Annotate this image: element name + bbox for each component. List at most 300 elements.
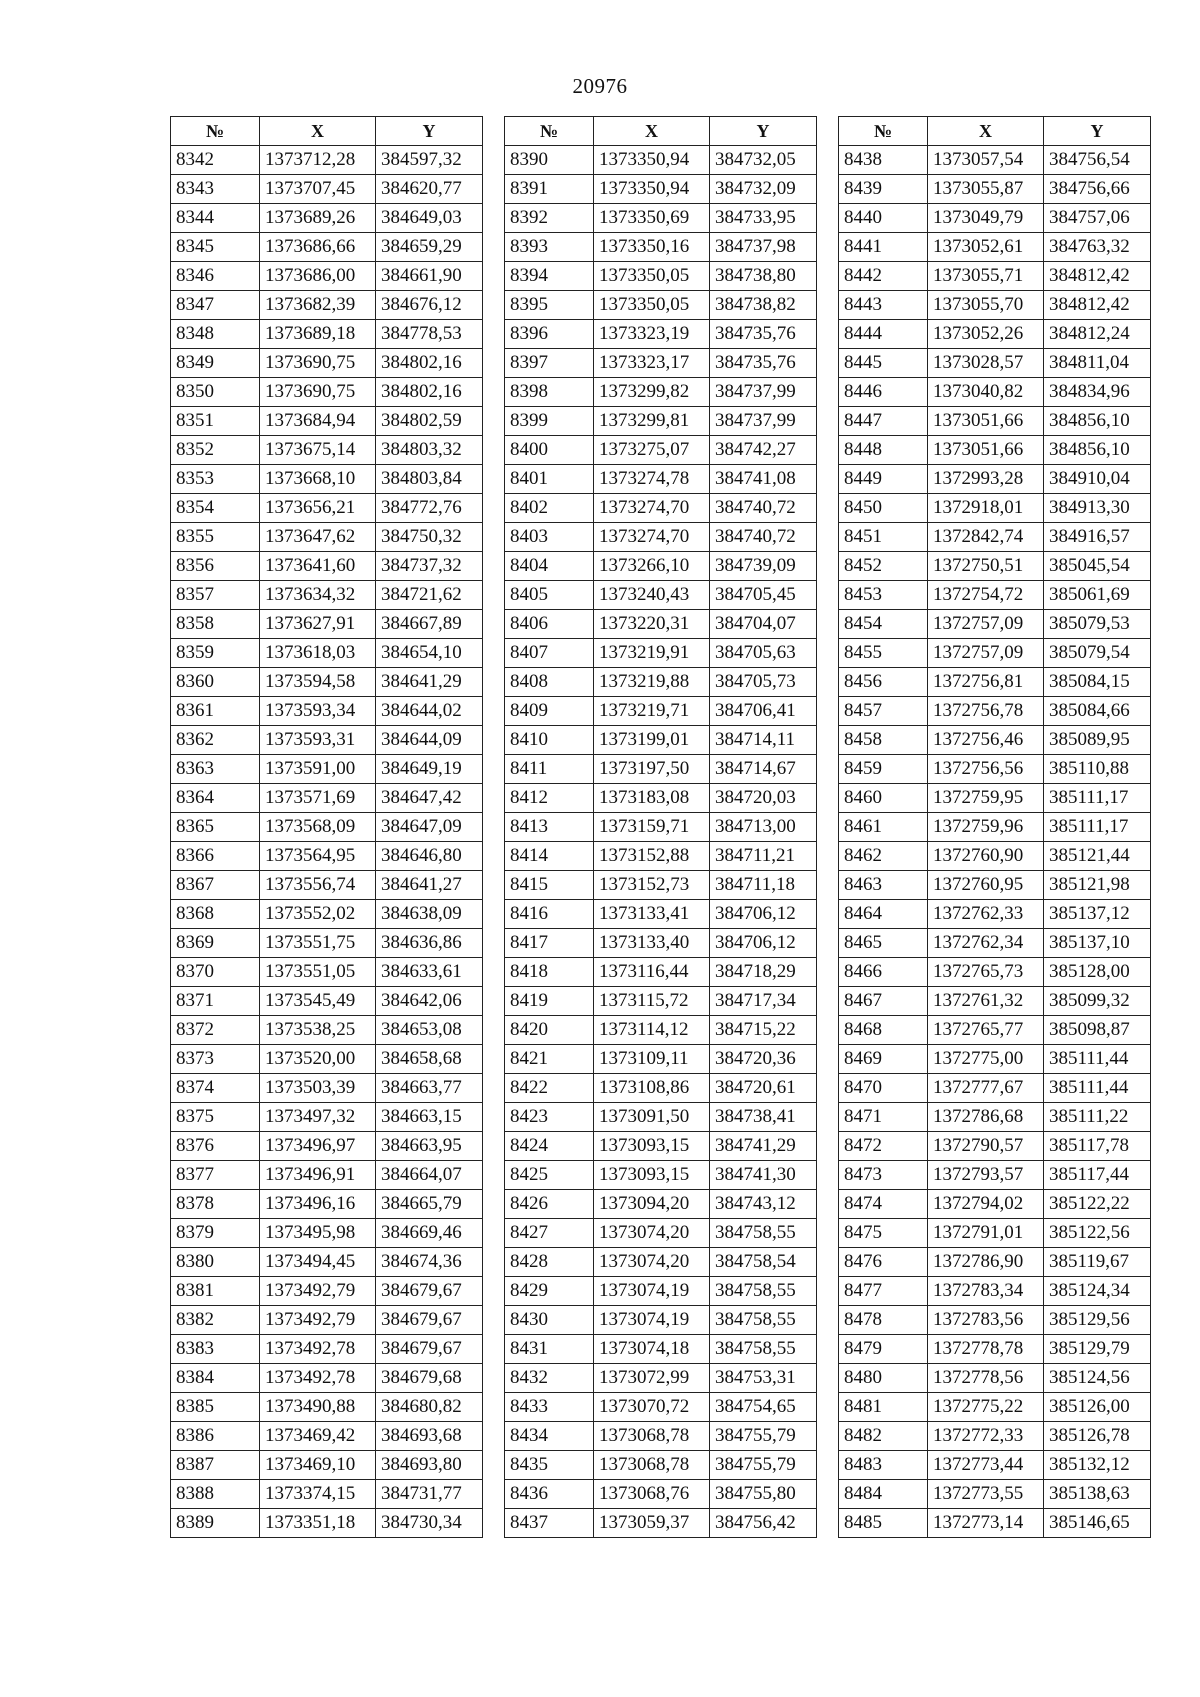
y-coordinate-cell: 384693,80: [376, 1451, 483, 1480]
y-coordinate-cell: 384737,99: [710, 378, 817, 407]
x-coordinate-cell: 1373689,18: [260, 320, 376, 349]
point-number-cell: 8476: [839, 1248, 928, 1277]
x-coordinate-cell: 1372762,33: [928, 900, 1044, 929]
x-coordinate-cell: 1372754,72: [928, 581, 1044, 610]
table-row: [505, 378, 817, 407]
header-y: Y: [1044, 117, 1151, 146]
y-coordinate-cell: 384706,12: [710, 929, 817, 958]
table-row: [171, 581, 483, 610]
table-row: [839, 552, 1151, 581]
point-number-cell: 8394: [505, 262, 594, 291]
table-row: [505, 1074, 817, 1103]
y-coordinate-cell: 384732,05: [710, 146, 817, 175]
header-x: X: [928, 117, 1044, 146]
x-coordinate-cell: 1373374,15: [260, 1480, 376, 1509]
y-coordinate-cell: 384597,32: [376, 146, 483, 175]
table-row: [505, 1335, 817, 1364]
point-number-cell: 8355: [171, 523, 260, 552]
point-number-cell: 8416: [505, 900, 594, 929]
table-header-row: [171, 117, 483, 146]
table-row: [839, 1364, 1151, 1393]
point-number-cell: 8381: [171, 1277, 260, 1306]
x-coordinate-cell: 1373497,32: [260, 1103, 376, 1132]
y-coordinate-cell: 385128,00: [1044, 958, 1151, 987]
y-coordinate-cell: 385084,66: [1044, 697, 1151, 726]
x-coordinate-cell: 1373074,19: [594, 1306, 710, 1335]
table-row: [505, 320, 817, 349]
x-coordinate-cell: 1372777,67: [928, 1074, 1044, 1103]
point-number-cell: 8463: [839, 871, 928, 900]
point-number-cell: 8432: [505, 1364, 594, 1393]
x-coordinate-cell: 1372778,78: [928, 1335, 1044, 1364]
y-coordinate-cell: 384738,82: [710, 291, 817, 320]
x-coordinate-cell: 1373074,19: [594, 1277, 710, 1306]
point-number-cell: 8376: [171, 1132, 260, 1161]
y-coordinate-cell: 384718,29: [710, 958, 817, 987]
x-coordinate-cell: 1373675,14: [260, 436, 376, 465]
x-coordinate-cell: 1372993,28: [928, 465, 1044, 494]
point-number-cell: 8455: [839, 639, 928, 668]
x-coordinate-cell: 1372793,57: [928, 1161, 1044, 1190]
y-coordinate-cell: 384664,07: [376, 1161, 483, 1190]
y-coordinate-cell: 384756,54: [1044, 146, 1151, 175]
point-number-cell: 8472: [839, 1132, 928, 1161]
table-row: [505, 726, 817, 755]
point-number-cell: 8354: [171, 494, 260, 523]
table-row: [505, 1480, 817, 1509]
point-number-cell: 8371: [171, 987, 260, 1016]
y-coordinate-cell: 384834,96: [1044, 378, 1151, 407]
x-coordinate-cell: 1373114,12: [594, 1016, 710, 1045]
table-row: [839, 233, 1151, 262]
y-coordinate-cell: 385084,15: [1044, 668, 1151, 697]
table-row: [171, 610, 483, 639]
table-row: [171, 1335, 483, 1364]
y-coordinate-cell: 384705,73: [710, 668, 817, 697]
table-row: [839, 842, 1151, 871]
table-row: [171, 1306, 483, 1335]
point-number-cell: 8362: [171, 726, 260, 755]
y-coordinate-cell: 384803,32: [376, 436, 483, 465]
point-number-cell: 8409: [505, 697, 594, 726]
x-coordinate-cell: 1373707,45: [260, 175, 376, 204]
x-coordinate-cell: 1373040,82: [928, 378, 1044, 407]
y-coordinate-cell: 384737,98: [710, 233, 817, 262]
table-row: [171, 436, 483, 465]
point-number-cell: 8450: [839, 494, 928, 523]
table-row: [505, 204, 817, 233]
point-number-cell: 8437: [505, 1509, 594, 1538]
x-coordinate-cell: 1373219,88: [594, 668, 710, 697]
y-coordinate-cell: 384715,22: [710, 1016, 817, 1045]
point-number-cell: 8388: [171, 1480, 260, 1509]
point-number-cell: 8436: [505, 1480, 594, 1509]
x-coordinate-cell: 1373551,75: [260, 929, 376, 958]
point-number-cell: 8424: [505, 1132, 594, 1161]
table-row: [171, 871, 483, 900]
x-coordinate-cell: 1373115,72: [594, 987, 710, 1016]
y-coordinate-cell: 384642,06: [376, 987, 483, 1016]
point-number-cell: 8402: [505, 494, 594, 523]
table-row: [171, 1045, 483, 1074]
y-coordinate-cell: 385117,78: [1044, 1132, 1151, 1161]
y-coordinate-cell: 384669,46: [376, 1219, 483, 1248]
table-row: [505, 175, 817, 204]
x-coordinate-cell: 1373496,91: [260, 1161, 376, 1190]
table-row: [171, 291, 483, 320]
x-coordinate-cell: 1373266,10: [594, 552, 710, 581]
y-coordinate-cell: 384738,41: [710, 1103, 817, 1132]
point-number-cell: 8457: [839, 697, 928, 726]
y-coordinate-cell: 384758,55: [710, 1277, 817, 1306]
point-number-cell: 8347: [171, 291, 260, 320]
x-coordinate-cell: 1373593,31: [260, 726, 376, 755]
point-number-cell: 8399: [505, 407, 594, 436]
table-row: [505, 407, 817, 436]
x-coordinate-cell: 1373668,10: [260, 465, 376, 494]
y-coordinate-cell: 384653,08: [376, 1016, 483, 1045]
x-coordinate-cell: 1373490,88: [260, 1393, 376, 1422]
y-coordinate-cell: 384803,84: [376, 465, 483, 494]
table-row: [505, 697, 817, 726]
table-row: [171, 639, 483, 668]
y-coordinate-cell: 384758,55: [710, 1335, 817, 1364]
table-row: [505, 813, 817, 842]
point-number-cell: 8441: [839, 233, 928, 262]
x-coordinate-cell: 1373109,11: [594, 1045, 710, 1074]
point-number-cell: 8358: [171, 610, 260, 639]
y-coordinate-cell: 384735,76: [710, 320, 817, 349]
x-coordinate-cell: 1373684,94: [260, 407, 376, 436]
point-number-cell: 8456: [839, 668, 928, 697]
x-coordinate-cell: 1373274,70: [594, 494, 710, 523]
coordinates-table-1: [170, 116, 483, 1538]
point-number-cell: 8406: [505, 610, 594, 639]
point-number-cell: 8423: [505, 1103, 594, 1132]
point-number-cell: 8451: [839, 523, 928, 552]
y-coordinate-cell: 384649,19: [376, 755, 483, 784]
table-row: [171, 1451, 483, 1480]
x-coordinate-cell: 1373323,17: [594, 349, 710, 378]
table-row: [171, 755, 483, 784]
y-coordinate-cell: 385132,12: [1044, 1451, 1151, 1480]
table-row: [839, 1422, 1151, 1451]
table-row: [171, 1422, 483, 1451]
x-coordinate-cell: 1373199,01: [594, 726, 710, 755]
point-number-cell: 8417: [505, 929, 594, 958]
point-number-cell: 8397: [505, 349, 594, 378]
y-coordinate-cell: 384740,72: [710, 523, 817, 552]
y-coordinate-cell: 385111,44: [1044, 1045, 1151, 1074]
y-coordinate-cell: 384763,32: [1044, 233, 1151, 262]
point-number-cell: 8439: [839, 175, 928, 204]
point-number-cell: 8386: [171, 1422, 260, 1451]
y-coordinate-cell: 385061,69: [1044, 581, 1151, 610]
x-coordinate-cell: 1372918,01: [928, 494, 1044, 523]
x-coordinate-cell: 1373690,75: [260, 378, 376, 407]
table-row: [171, 146, 483, 175]
x-coordinate-cell: 1373712,28: [260, 146, 376, 175]
table-row: [839, 262, 1151, 291]
x-coordinate-cell: 1373350,94: [594, 175, 710, 204]
x-coordinate-cell: 1373091,50: [594, 1103, 710, 1132]
x-coordinate-cell: 1372759,96: [928, 813, 1044, 842]
y-coordinate-cell: 385137,12: [1044, 900, 1151, 929]
y-coordinate-cell: 385111,17: [1044, 784, 1151, 813]
y-coordinate-cell: 385117,44: [1044, 1161, 1151, 1190]
table-row: [505, 1422, 817, 1451]
y-coordinate-cell: 384644,09: [376, 726, 483, 755]
table-row: [505, 262, 817, 291]
table-row: [505, 1393, 817, 1422]
point-number-cell: 8357: [171, 581, 260, 610]
point-number-cell: 8352: [171, 436, 260, 465]
y-coordinate-cell: 384756,42: [710, 1509, 817, 1538]
point-number-cell: 8390: [505, 146, 594, 175]
point-number-cell: 8363: [171, 755, 260, 784]
x-coordinate-cell: 1373656,21: [260, 494, 376, 523]
y-coordinate-cell: 384641,27: [376, 871, 483, 900]
point-number-cell: 8346: [171, 262, 260, 291]
table-row: [505, 1248, 817, 1277]
point-number-cell: 8356: [171, 552, 260, 581]
table-row: [839, 610, 1151, 639]
x-coordinate-cell: 1373591,00: [260, 755, 376, 784]
y-coordinate-cell: 384802,59: [376, 407, 483, 436]
y-coordinate-cell: 384738,80: [710, 262, 817, 291]
table-row: [505, 349, 817, 378]
x-coordinate-cell: 1373057,54: [928, 146, 1044, 175]
coordinates-table-3: [838, 116, 1151, 1538]
point-number-cell: 8420: [505, 1016, 594, 1045]
table-row: [505, 987, 817, 1016]
y-coordinate-cell: 384705,45: [710, 581, 817, 610]
point-number-cell: 8444: [839, 320, 928, 349]
point-number-cell: 8474: [839, 1190, 928, 1219]
x-coordinate-cell: 1373503,39: [260, 1074, 376, 1103]
y-coordinate-cell: 384757,06: [1044, 204, 1151, 233]
point-number-cell: 8461: [839, 813, 928, 842]
x-coordinate-cell: 1373618,03: [260, 639, 376, 668]
table-row: [171, 1074, 483, 1103]
x-coordinate-cell: 1372760,90: [928, 842, 1044, 871]
x-coordinate-cell: 1373055,71: [928, 262, 1044, 291]
table-row: [171, 320, 483, 349]
x-coordinate-cell: 1373469,42: [260, 1422, 376, 1451]
y-coordinate-cell: 385129,79: [1044, 1335, 1151, 1364]
y-coordinate-cell: 384910,04: [1044, 465, 1151, 494]
table-row: [839, 697, 1151, 726]
table-row: [171, 1248, 483, 1277]
x-coordinate-cell: 1373538,25: [260, 1016, 376, 1045]
point-number-cell: 8374: [171, 1074, 260, 1103]
table-row: [505, 436, 817, 465]
x-coordinate-cell: 1373183,08: [594, 784, 710, 813]
point-number-cell: 8415: [505, 871, 594, 900]
table-row: [505, 494, 817, 523]
x-coordinate-cell: 1373108,86: [594, 1074, 710, 1103]
y-coordinate-cell: 384756,66: [1044, 175, 1151, 204]
y-coordinate-cell: 385121,44: [1044, 842, 1151, 871]
point-number-cell: 8398: [505, 378, 594, 407]
table-row: [171, 726, 483, 755]
y-coordinate-cell: 384674,36: [376, 1248, 483, 1277]
x-coordinate-cell: 1373159,71: [594, 813, 710, 842]
y-coordinate-cell: 384658,68: [376, 1045, 483, 1074]
table-row: [839, 784, 1151, 813]
x-coordinate-cell: 1373647,62: [260, 523, 376, 552]
x-coordinate-cell: 1373568,09: [260, 813, 376, 842]
y-coordinate-cell: 385111,44: [1044, 1074, 1151, 1103]
point-number-cell: 8468: [839, 1016, 928, 1045]
y-coordinate-cell: 384916,57: [1044, 523, 1151, 552]
table-row: [839, 1248, 1151, 1277]
y-coordinate-cell: 385121,98: [1044, 871, 1151, 900]
point-number-cell: 8379: [171, 1219, 260, 1248]
table-row: [839, 1161, 1151, 1190]
point-number-cell: 8382: [171, 1306, 260, 1335]
table-row: [505, 1045, 817, 1074]
coordinates-table-2: [504, 116, 817, 1538]
table-row: [839, 349, 1151, 378]
table-row: [839, 900, 1151, 929]
table-row: [505, 1161, 817, 1190]
table-row: [171, 1364, 483, 1393]
y-coordinate-cell: 384740,72: [710, 494, 817, 523]
table-row: [839, 958, 1151, 987]
point-number-cell: 8380: [171, 1248, 260, 1277]
table-row: [839, 1190, 1151, 1219]
table-header-row: [505, 117, 817, 146]
point-number-cell: 8410: [505, 726, 594, 755]
y-coordinate-cell: 384641,29: [376, 668, 483, 697]
x-coordinate-cell: 1373552,02: [260, 900, 376, 929]
point-number-cell: 8408: [505, 668, 594, 697]
point-number-cell: 8414: [505, 842, 594, 871]
x-coordinate-cell: 1372791,01: [928, 1219, 1044, 1248]
x-coordinate-cell: 1373052,26: [928, 320, 1044, 349]
point-number-cell: 8442: [839, 262, 928, 291]
point-number-cell: 8387: [171, 1451, 260, 1480]
y-coordinate-cell: 384731,77: [376, 1480, 483, 1509]
x-coordinate-cell: 1373074,18: [594, 1335, 710, 1364]
y-coordinate-cell: 385079,54: [1044, 639, 1151, 668]
point-number-cell: 8343: [171, 175, 260, 204]
x-coordinate-cell: 1373049,79: [928, 204, 1044, 233]
point-number-cell: 8479: [839, 1335, 928, 1364]
y-coordinate-cell: 384730,34: [376, 1509, 483, 1538]
y-coordinate-cell: 384663,77: [376, 1074, 483, 1103]
y-coordinate-cell: 385079,53: [1044, 610, 1151, 639]
point-number-cell: 8433: [505, 1393, 594, 1422]
y-coordinate-cell: 385119,67: [1044, 1248, 1151, 1277]
table-row: [839, 1509, 1151, 1538]
x-coordinate-cell: 1373686,00: [260, 262, 376, 291]
point-number-cell: 8470: [839, 1074, 928, 1103]
point-number-cell: 8446: [839, 378, 928, 407]
table-row: [839, 320, 1151, 349]
table-row: [839, 378, 1151, 407]
x-coordinate-cell: 1373350,05: [594, 291, 710, 320]
x-coordinate-cell: 1373627,91: [260, 610, 376, 639]
point-number-cell: 8440: [839, 204, 928, 233]
table-row: [171, 1509, 483, 1538]
x-coordinate-cell: 1373634,32: [260, 581, 376, 610]
table-row: [505, 146, 817, 175]
y-coordinate-cell: 384714,11: [710, 726, 817, 755]
point-number-cell: 8383: [171, 1335, 260, 1364]
table-row: [839, 1335, 1151, 1364]
point-number-cell: 8396: [505, 320, 594, 349]
table-row: [171, 697, 483, 726]
point-number-cell: 8378: [171, 1190, 260, 1219]
x-coordinate-cell: 1373495,98: [260, 1219, 376, 1248]
point-number-cell: 8462: [839, 842, 928, 871]
x-coordinate-cell: 1372773,14: [928, 1509, 1044, 1538]
x-coordinate-cell: 1373051,66: [928, 407, 1044, 436]
x-coordinate-cell: 1373055,87: [928, 175, 1044, 204]
point-number-cell: 8443: [839, 291, 928, 320]
point-number-cell: 8453: [839, 581, 928, 610]
x-coordinate-cell: 1372765,77: [928, 1016, 1044, 1045]
table-row: [839, 639, 1151, 668]
x-coordinate-cell: 1373571,69: [260, 784, 376, 813]
table-row: [839, 929, 1151, 958]
point-number-cell: 8484: [839, 1480, 928, 1509]
y-coordinate-cell: 384720,03: [710, 784, 817, 813]
table-row: [171, 233, 483, 262]
y-coordinate-cell: 384676,12: [376, 291, 483, 320]
x-coordinate-cell: 1372786,90: [928, 1248, 1044, 1277]
point-number-cell: 8431: [505, 1335, 594, 1364]
y-coordinate-cell: 384720,61: [710, 1074, 817, 1103]
table-row: [505, 1277, 817, 1306]
y-coordinate-cell: 384758,55: [710, 1219, 817, 1248]
x-coordinate-cell: 1373545,49: [260, 987, 376, 1016]
table-row: [839, 291, 1151, 320]
x-coordinate-cell: 1372765,73: [928, 958, 1044, 987]
y-coordinate-cell: 384742,27: [710, 436, 817, 465]
point-number-cell: 8368: [171, 900, 260, 929]
table-row: [839, 1045, 1151, 1074]
y-coordinate-cell: 384680,82: [376, 1393, 483, 1422]
point-number-cell: 8413: [505, 813, 594, 842]
table-row: [171, 465, 483, 494]
x-coordinate-cell: 1372756,46: [928, 726, 1044, 755]
point-number-cell: 8469: [839, 1045, 928, 1074]
point-number-cell: 8395: [505, 291, 594, 320]
x-coordinate-cell: 1372750,51: [928, 552, 1044, 581]
x-coordinate-cell: 1372794,02: [928, 1190, 1044, 1219]
y-coordinate-cell: 384706,41: [710, 697, 817, 726]
x-coordinate-cell: 1373690,75: [260, 349, 376, 378]
table-row: [839, 1306, 1151, 1335]
table-row: [171, 204, 483, 233]
y-coordinate-cell: 385111,22: [1044, 1103, 1151, 1132]
table-row: [505, 552, 817, 581]
y-coordinate-cell: 384679,67: [376, 1306, 483, 1335]
table-row: [505, 871, 817, 900]
y-coordinate-cell: 384737,99: [710, 407, 817, 436]
table-row: [171, 349, 483, 378]
table-row: [505, 1190, 817, 1219]
y-coordinate-cell: 384665,79: [376, 1190, 483, 1219]
x-coordinate-cell: 1372756,56: [928, 755, 1044, 784]
x-coordinate-cell: 1373068,76: [594, 1480, 710, 1509]
table-row: [839, 1393, 1151, 1422]
y-coordinate-cell: 384753,31: [710, 1364, 817, 1393]
table-row: [171, 1277, 483, 1306]
